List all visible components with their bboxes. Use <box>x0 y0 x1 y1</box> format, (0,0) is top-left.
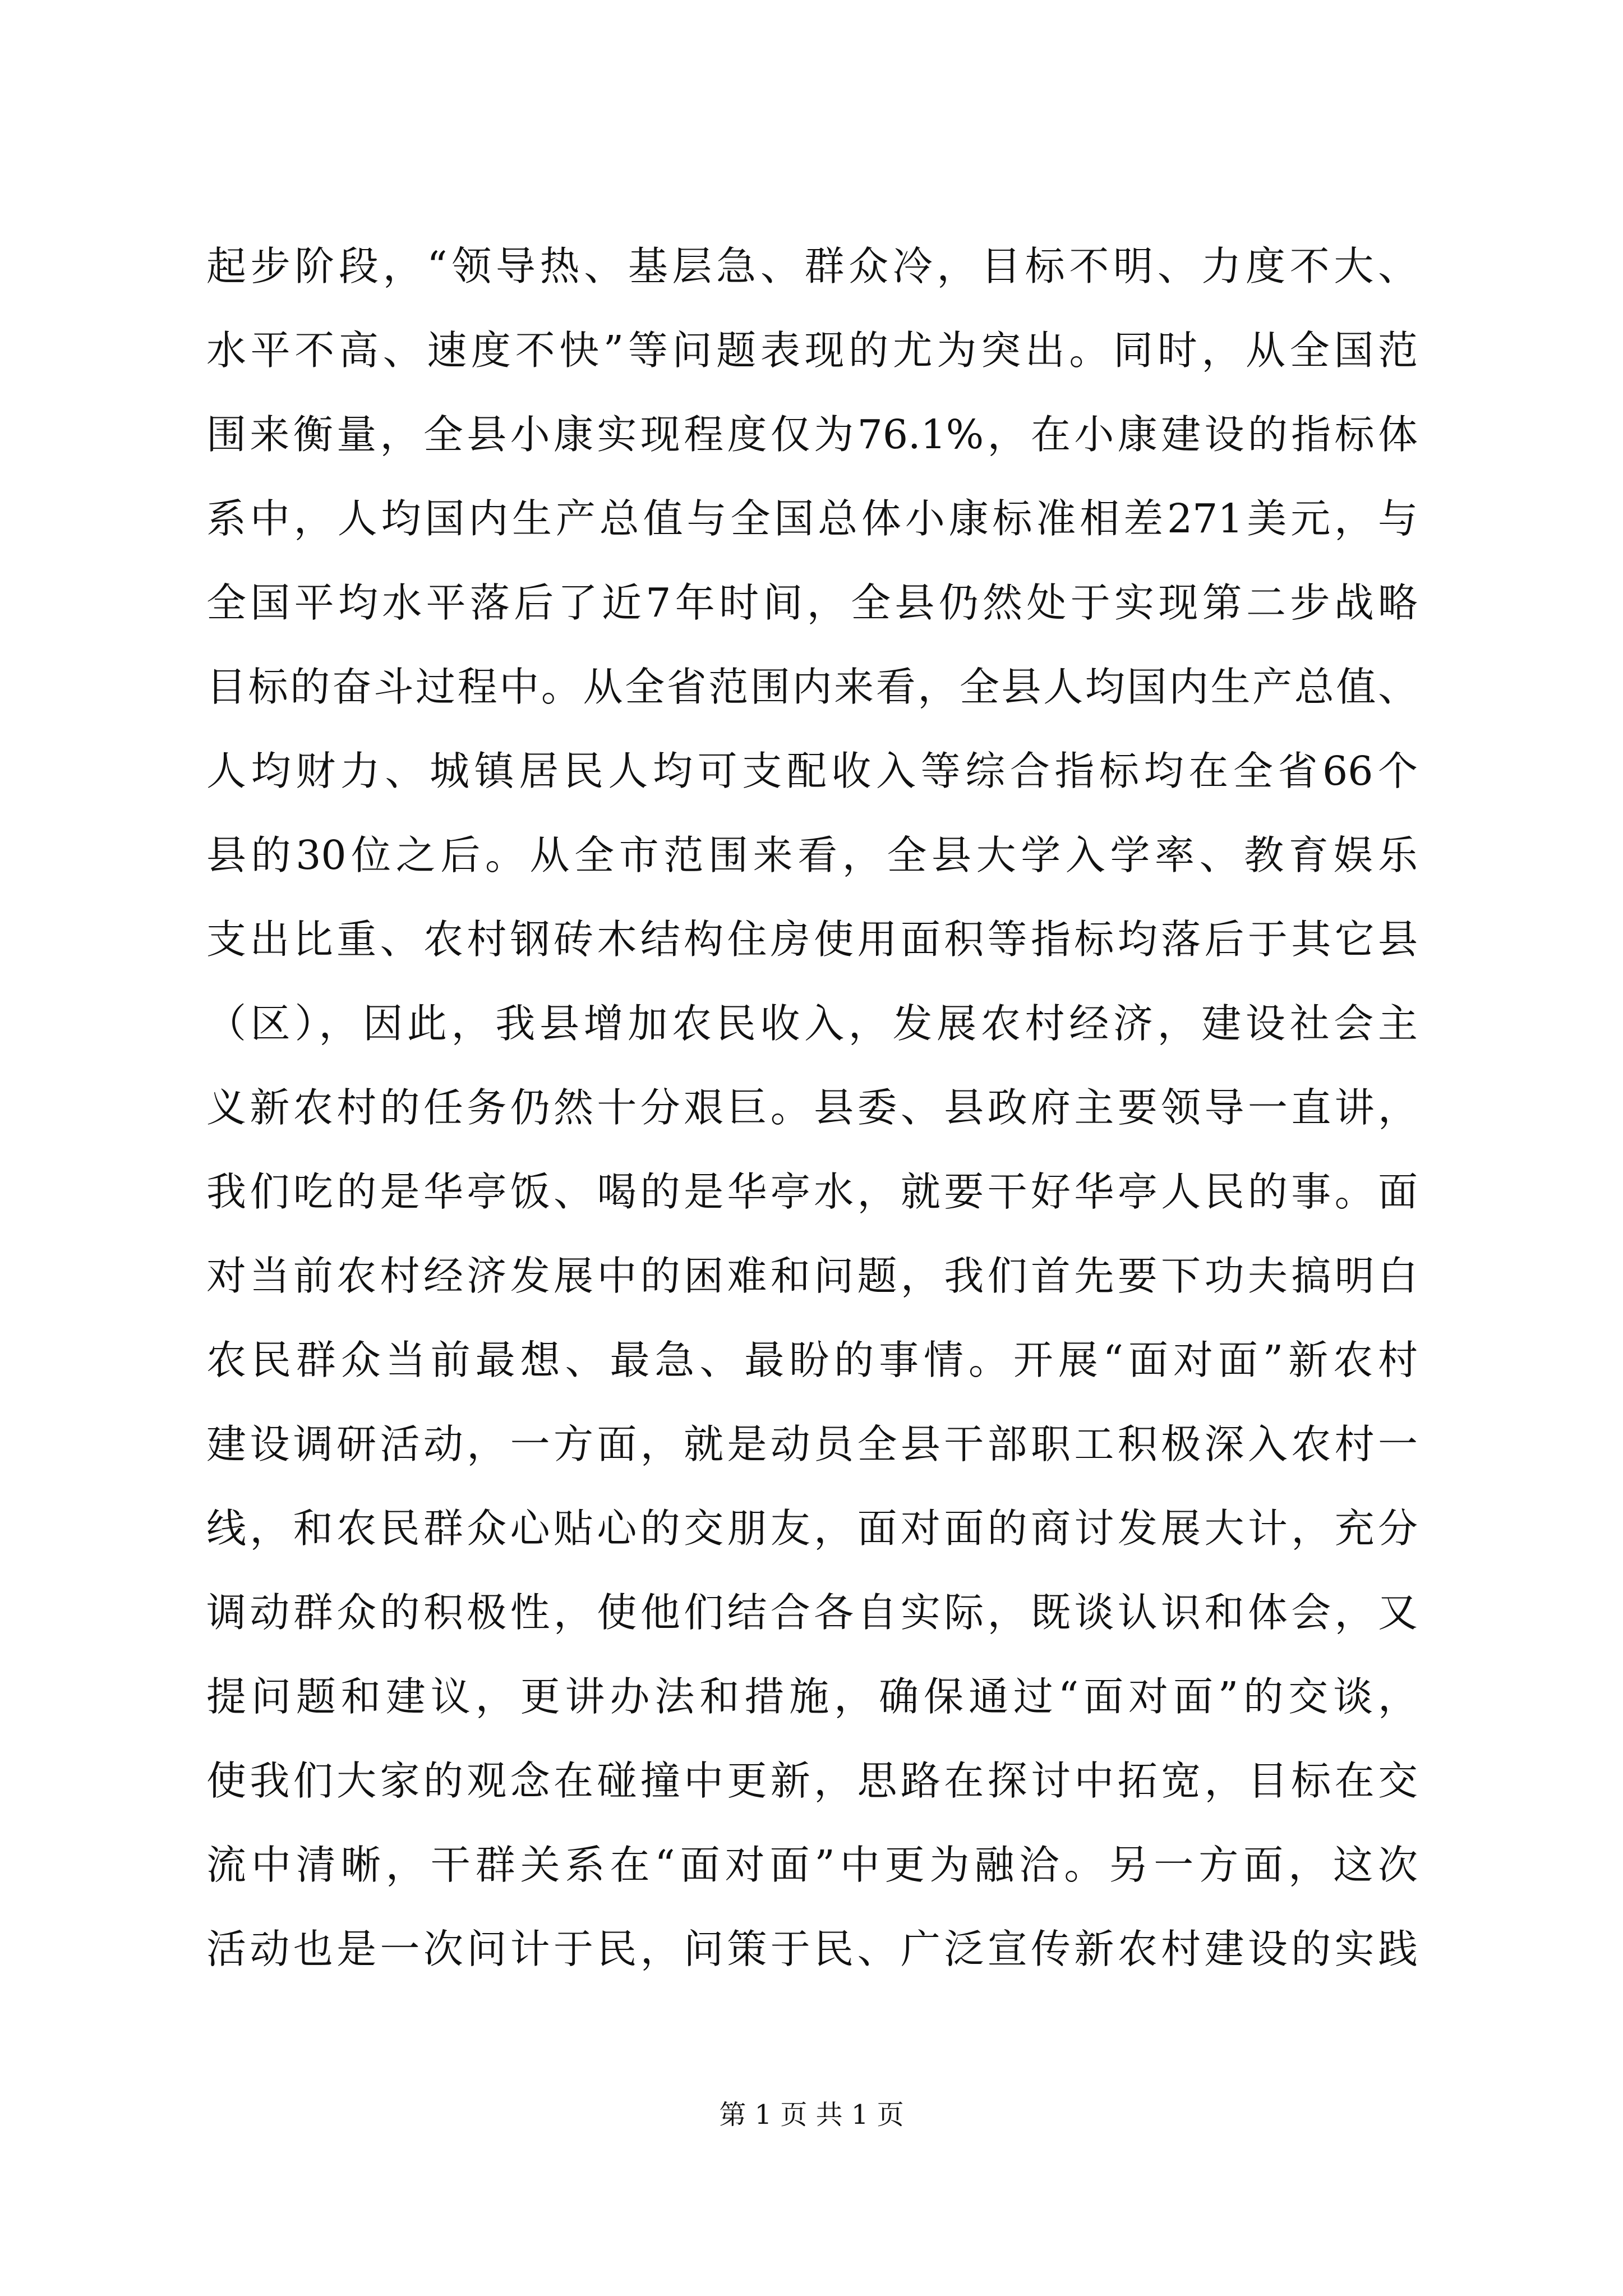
body-paragraph <box>206 224 1418 1991</box>
text-line: 系中，人均国内生产总值与全国总体小康标准相差271美元，与 <box>206 495 1418 542</box>
text-line: 对当前农村经济发展中的困难和问题，我们首先要下功夫搞明白 <box>206 1253 1418 1299</box>
text-line: 提问题和建议，更讲办法和措施，确保通过“面对面”的交谈， <box>206 1673 1418 1720</box>
text-line: 线，和农民群众心贴心的交朋友，面对面的商讨发展大计，充分 <box>206 1505 1418 1552</box>
page-number: 第 1 页 共 1 页 <box>719 2099 904 2131</box>
text-line: 围来衡量，全县小康实现程度仅为76.1%，在小康建设的指标体 <box>206 411 1418 458</box>
text-line: 我们吃的是华亭饭、喝的是华亭水，就要干好华亭人民的事。面 <box>206 1168 1418 1215</box>
text-line: 调动群众的积极性，使他们结合各自实际，既谈认识和体会，又 <box>206 1589 1418 1636</box>
text-line: 全国平均水平落后了近7年时间，全县仍然处于实现第二步战略 <box>206 579 1418 626</box>
text-line: 起步阶段，“领导热、基层急、群众冷，目标不明、力度不大、 <box>206 243 1418 289</box>
text-line: 水平不高、速度不快”等问题表现的尤为突出。同时，从全国范 <box>206 327 1418 374</box>
text-line: 人均财力、城镇居民人均可支配收入等综合指标均在全省66个 <box>206 748 1418 794</box>
text-line: 流中清晰，干群关系在“面对面”中更为融洽。另一方面，这次 <box>206 1842 1418 1888</box>
page-footer <box>0 2098 1623 2132</box>
text-line: 支出比重、农村钢砖木结构住房使用面积等指标均落后于其它县 <box>206 916 1418 963</box>
text-line: 义新农村的任务仍然十分艰巨。县委、县政府主要领导一直讲， <box>206 1084 1418 1131</box>
text-line: 目标的奋斗过程中。从全省范围内来看，全县人均国内生产总值、 <box>206 664 1418 710</box>
text-line: 活动也是一次问计于民，问策于民、广泛宣传新农村建设的实践 <box>206 1926 1418 1972</box>
text-line: 农民群众当前最想、最急、最盼的事情。开展“面对面”新农村 <box>206 1337 1418 1383</box>
text-line: 使我们大家的观念在碰撞中更新，思路在探讨中拓宽，目标在交 <box>206 1757 1418 1804</box>
text-line: 建设调研活动，一方面，就是动员全县干部职工积极深入农村一 <box>206 1421 1418 1467</box>
text-line: 县的30位之后。从全市范围来看，全县大学入学率、教育娱乐 <box>206 832 1418 878</box>
text-line: （区），因此，我县增加农民收入，发展农村经济，建设社会主 <box>206 1000 1418 1047</box>
